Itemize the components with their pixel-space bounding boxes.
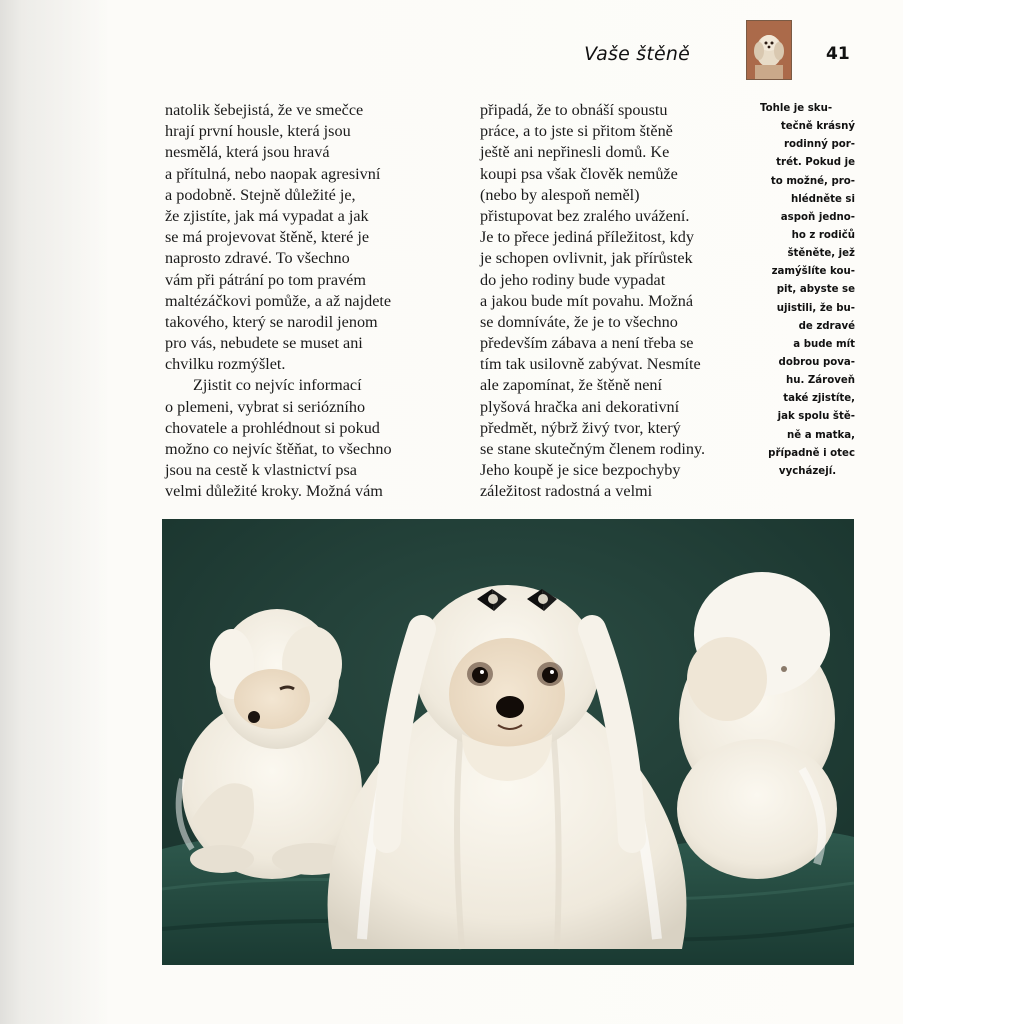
text-line: pro vás, nebudete se muset ani xyxy=(165,334,363,353)
caption-line: dobrou pova- xyxy=(778,356,855,368)
caption-line: ně a matka, xyxy=(786,429,855,441)
caption-line: případně i otec xyxy=(768,447,855,459)
text-line: se má projevovat štěně, které je xyxy=(165,228,370,247)
caption-line: Tohle je sku- xyxy=(760,103,833,114)
text-line: maltézáčkovi pomůže, a až najdete xyxy=(165,291,392,310)
paragraph xyxy=(165,375,455,502)
text-line: záležitost radostná a velmi xyxy=(480,482,653,501)
text-line: natolik šebejistá, že ve smečce xyxy=(165,101,364,119)
text-line: se domníváte, že je to všechno xyxy=(480,312,678,331)
caption-line: ho z rodičů xyxy=(791,229,855,241)
caption-line: a bude mít xyxy=(793,338,855,350)
text-line: vám při pátrání po tom pravém xyxy=(165,270,366,289)
text-line: nesmělá, která jsou hravá xyxy=(165,143,330,162)
caption-line: to možné, pro- xyxy=(770,175,855,187)
text-line: práce, a to jste si přitom štěně xyxy=(480,122,673,141)
text-line: hrají první housle, která jsou xyxy=(165,122,351,141)
caption-line: aspoň jedno- xyxy=(780,211,855,223)
page-number: 41 xyxy=(826,44,850,64)
caption-line: hu. Zároveň xyxy=(785,375,855,387)
text-line: jsou na cestě k vlastnictví psa xyxy=(165,461,357,480)
text-line: že zjistíte, jak má vypadat a jak xyxy=(165,206,369,225)
caption-line: vycházejí. xyxy=(778,465,837,477)
caption-line: rodinný por- xyxy=(783,139,855,151)
text-line: připadá, že to obnáší spoustu xyxy=(480,101,668,119)
text-line: Jeho koupě je sice bezpochyby xyxy=(480,461,681,480)
text-line: Zjistit co nejvíc informací xyxy=(193,376,362,395)
dog-portrait-thumbnail-icon xyxy=(746,20,792,80)
caption-line: jak spolu ště- xyxy=(777,411,855,423)
text-line: možno co nejvíc štěňat, to všechno xyxy=(165,440,392,458)
text-line: chvilku rozmýšlet. xyxy=(165,355,286,374)
text-line: ještě ani nepřinesli domů. Ke xyxy=(480,143,670,162)
body-column-left xyxy=(165,100,455,503)
caption-line: trét. Pokud je xyxy=(776,157,855,169)
text-line: předmět, nýbrž živý tvor, který xyxy=(480,418,681,437)
text-line: především zábava a není třeba se xyxy=(480,334,694,353)
caption-line: pit, abyste se xyxy=(776,284,855,296)
three-maltese-dogs-photo-icon xyxy=(162,519,854,965)
text-line: tím tak usilovně zabývat. Nesmíte xyxy=(480,355,701,374)
binding-shadow xyxy=(0,0,112,1024)
text-line: chovatele a prohlédnout si pokud xyxy=(165,418,380,437)
section-title: Vaše štěně xyxy=(584,43,690,65)
paragraph xyxy=(480,100,762,503)
text-line: Je to přece jediná příležitost, kdy xyxy=(480,228,694,247)
caption-line: štěněte, jež xyxy=(787,248,855,260)
text-line: (nebo by alespoň neměl) xyxy=(480,185,640,204)
text-line: do jeho rodiny bude vypadat xyxy=(480,270,666,289)
text-line: plyšová hračka ani dekorativní xyxy=(480,397,680,416)
text-line: o plemeni, vybrat si seriózního xyxy=(165,397,366,416)
caption-line: hlédněte si xyxy=(791,193,855,205)
paragraph xyxy=(165,100,455,375)
text-line: koupi psa však člověk nemůže xyxy=(480,164,678,183)
photo-caption xyxy=(760,100,855,481)
caption-line: ujistili, že bu- xyxy=(776,302,855,314)
caption-line: de zdravé xyxy=(798,320,855,332)
page-margin-right xyxy=(903,0,1024,1024)
text-line: a přítulná, nebo naopak agresivní xyxy=(165,164,381,183)
caption-line: tečně krásný xyxy=(780,121,855,133)
caption-line: také zjistíte, xyxy=(783,393,855,405)
text-line: a jakou bude mít povahu. Možná xyxy=(480,291,694,310)
text-line: naprosto zdravé. To všechno xyxy=(165,249,350,268)
text-line: velmi důležité kroky. Možná vám xyxy=(165,482,383,501)
text-line: se stane skutečným členem rodiny. xyxy=(480,440,706,458)
text-line: takového, který se narodil jenom xyxy=(165,312,378,331)
text-line: ale zapomínat, že štěně není xyxy=(480,376,663,395)
body-column-right xyxy=(480,100,762,503)
text-line: je schopen ovlivnit, jak přírůstek xyxy=(480,249,693,268)
text-line: přistupovat bez zralého uvážení. xyxy=(480,206,690,225)
caption-line: zamýšlíte kou- xyxy=(771,266,855,278)
text-line: a podobně. Stejně důležité je, xyxy=(165,185,356,204)
